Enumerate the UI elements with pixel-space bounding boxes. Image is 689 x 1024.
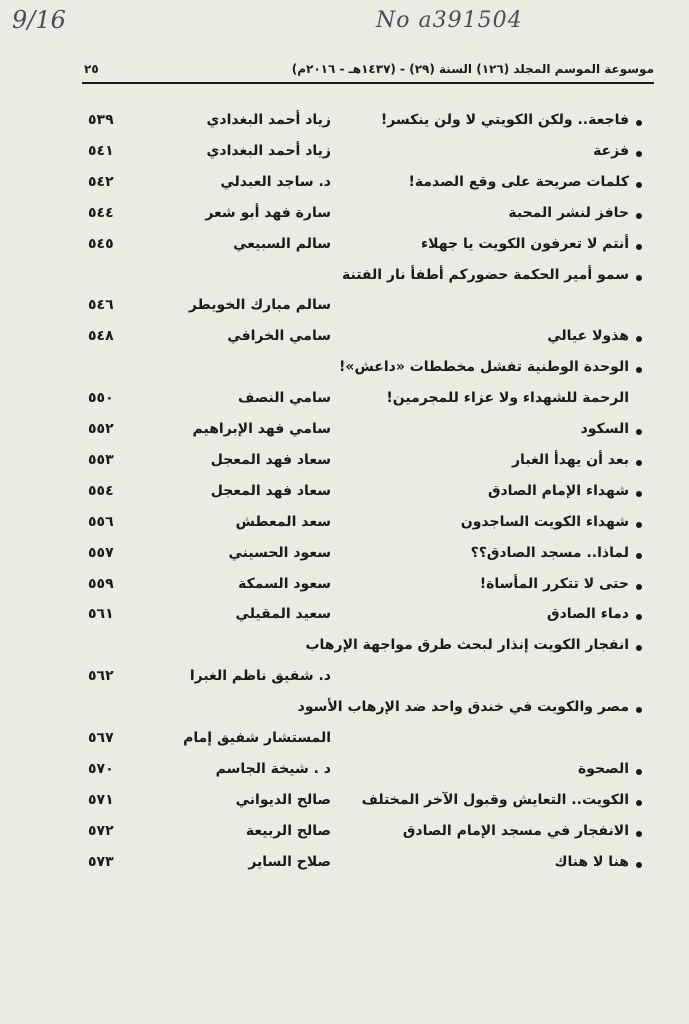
bullet-icon <box>636 645 642 651</box>
entry-author: سعد المعطش <box>232 514 331 530</box>
entry-author: زياد أحمد البغدادي <box>203 143 331 159</box>
toc-entry <box>0 819 689 849</box>
leader-dots <box>118 332 220 344</box>
entry-page-number: ٥٥٩ <box>88 575 114 592</box>
entry-page-number: ٥٥٧ <box>88 544 114 561</box>
bullet-icon <box>636 367 642 373</box>
entry-page-number: ٥٤٨ <box>88 328 114 345</box>
toc-entry <box>0 602 689 632</box>
entry-author: سعاد فهد المعجل <box>207 452 331 468</box>
bullet-icon <box>636 182 642 188</box>
entry-page-number: ٥٥٦ <box>88 513 114 530</box>
entry-title: شهداء الكويت الساجدون <box>460 513 629 530</box>
leader-dots <box>118 487 203 499</box>
bullet-icon <box>636 213 642 219</box>
handwritten-catalog-number: No a391504 <box>376 8 523 33</box>
entry-page-number: ٥٧٠ <box>88 760 114 777</box>
entry-title: بعد أن يهدأ الغبار <box>512 451 629 468</box>
bullet-icon <box>636 336 642 342</box>
leader-dots <box>118 734 175 746</box>
entry-author: سامي النصف <box>234 390 331 406</box>
entry-page-number: ٥٧٣ <box>88 853 114 870</box>
entry-author: سالم السبيعي <box>229 236 331 252</box>
entry-page-number: ٥٦٢ <box>88 668 114 685</box>
toc-entry <box>0 572 689 602</box>
entry-title: مصر والكويت في خندق واحد ضد الإرهاب الأسود <box>297 699 629 716</box>
bullet-icon <box>636 614 642 620</box>
bullet-icon <box>636 862 642 868</box>
leader-dots <box>118 301 181 313</box>
leader-dots <box>118 672 182 684</box>
entry-author: سعود السمكة <box>234 576 331 592</box>
entry-author: سامي فهد الإبراهيم <box>189 421 332 437</box>
entry-title: سمو أمير الحكمة حضوركم أطفأ نار الفتنة <box>341 266 629 283</box>
entry-title: شهداء الإمام الصادق <box>487 482 629 499</box>
toc-entry <box>0 139 689 169</box>
entry-author: سعود الحسيني <box>225 545 332 561</box>
toc-entry <box>0 633 689 663</box>
leader-dots <box>118 549 221 561</box>
entry-author: صالح الربيعة <box>242 823 331 839</box>
leader-dots <box>118 858 241 870</box>
bullet-icon <box>636 800 642 806</box>
entry-author: سعيد المقيلي <box>232 606 331 622</box>
toc-entry <box>0 757 689 787</box>
entry-title: لماذا.. مسجد الصادق؟؟ <box>470 544 629 561</box>
toc-entry <box>0 726 689 756</box>
toc-entry <box>0 108 689 138</box>
bullet-icon <box>636 769 642 775</box>
bullet-icon <box>636 553 642 559</box>
toc-entry <box>0 510 689 540</box>
bullet-icon <box>636 244 642 250</box>
entry-page-number: ٥٤٢ <box>88 173 114 190</box>
toc-entry <box>0 541 689 571</box>
leader-dots <box>118 765 208 777</box>
toc-entry <box>0 201 689 231</box>
bullet-icon <box>636 522 642 528</box>
entry-title: الكويت.. التعايش وقبول الآخر المختلف <box>361 791 629 808</box>
entry-author: سالم مبارك الخويطر <box>185 297 331 313</box>
entry-title: فزعة <box>593 142 629 159</box>
entry-title: هنا لا هناك <box>554 853 629 870</box>
bullet-icon <box>636 491 642 497</box>
toc-entry <box>0 479 689 509</box>
toc-entry <box>0 664 689 694</box>
handwritten-page-mark: 9/16 <box>12 6 66 34</box>
bullet-icon <box>636 429 642 435</box>
page-number: ٢٥ <box>84 62 99 76</box>
bullet-icon <box>636 707 642 713</box>
bullet-icon <box>636 831 642 837</box>
toc-entry <box>0 788 689 818</box>
entry-title: السكود <box>580 421 629 437</box>
entry-page-number: ٥٥٢ <box>88 421 114 437</box>
leader-dots <box>118 147 199 159</box>
entry-page-number: ٥٤٤ <box>88 204 114 221</box>
header-title: موسوعة الموسم المجلد (١٢٦) السنة (٢٩) - (١٤٣٧هـ - ٢٠١٦م) <box>291 62 654 76</box>
leader-dots <box>118 116 199 128</box>
bullet-icon <box>636 120 642 126</box>
leader-dots <box>118 456 203 468</box>
entry-title: فاجعة.. ولكن الكويتي لا ولن ينكسر! <box>380 112 629 128</box>
leader-dots <box>118 394 230 406</box>
entry-page-number: ٥٧١ <box>88 791 114 808</box>
entry-page-number: ٥٦١ <box>88 606 114 623</box>
toc-entry <box>0 232 689 262</box>
entry-title: الانفجار في مسجد الإمام الصادق <box>402 822 629 839</box>
toc-entry <box>0 263 689 293</box>
entry-author: سعاد فهد المعجل <box>207 483 331 499</box>
entry-author: د. شفيق ناظم الغبرا <box>186 668 331 684</box>
toc-entry <box>0 324 689 354</box>
entry-title: الصحوة <box>578 760 629 777</box>
bullet-icon <box>636 275 642 281</box>
bullet-icon <box>636 584 642 590</box>
leader-dots <box>118 827 238 839</box>
entry-title: حافز لنشر المحبة <box>508 204 629 221</box>
entry-title: الرحمة للشهداء ولا عزاء للمجرمين! <box>386 390 629 407</box>
leader-dots <box>118 580 231 592</box>
toc-entry <box>0 417 689 447</box>
entry-author: المستشار شفيق إمام <box>179 730 331 746</box>
entry-page-number: ٥٣٩ <box>88 112 114 128</box>
toc-entry <box>0 386 689 416</box>
toc-entry <box>0 170 689 200</box>
entry-author: د. ساجد العبدلي <box>216 174 331 190</box>
entry-title: انفجار الكويت إنذار لبحث طرق مواجهة الإرهاب <box>305 637 629 654</box>
toc-entry <box>0 695 689 725</box>
entry-author: زياد أحمد البغدادي <box>203 112 331 128</box>
entry-title: دماء الصادق <box>547 606 629 623</box>
entry-title: أنتم لا تعرفون الكويت يا جهلاء <box>421 235 629 252</box>
entry-page-number: ٥٥٤ <box>88 482 114 499</box>
entry-title: حتى لا تتكرر المأساة! <box>479 575 629 592</box>
entry-author: سامي الخرافي <box>223 328 331 344</box>
leader-dots <box>118 796 228 808</box>
bullet-icon <box>636 460 642 466</box>
entry-page-number: ٥٥٠ <box>88 390 114 407</box>
entry-author: سارة فهد أبو شعر <box>201 205 331 221</box>
leader-dots <box>118 610 228 622</box>
leader-dots <box>118 240 225 252</box>
entry-title: الوحدة الوطنية تفشل مخططات «داعش»! <box>339 359 629 376</box>
entry-page-number: ٥٤٦ <box>88 297 114 314</box>
entry-page-number: ٥٤٥ <box>88 235 114 252</box>
leader-dots <box>118 425 185 437</box>
leader-dots <box>118 178 213 190</box>
entry-page-number: ٥٧٢ <box>88 822 114 839</box>
toc-entry <box>0 448 689 478</box>
entry-page-number: ٥٥٣ <box>88 451 114 468</box>
leader-dots <box>118 518 228 530</box>
toc-entry <box>0 355 689 385</box>
entry-author: د . شيخة الجاسم <box>212 761 331 777</box>
entry-title: كلمات صريحة على وقع الصدمة! <box>408 173 629 190</box>
entry-author: صالح الديواني <box>232 792 331 808</box>
entry-author: صلاح الساير <box>244 854 331 870</box>
leader-dots <box>118 209 198 221</box>
toc-entry <box>0 293 689 323</box>
toc-entry <box>0 850 689 880</box>
entry-page-number: ٥٤١ <box>88 142 114 159</box>
entry-title: هذولا عيالي <box>547 328 629 345</box>
bullet-icon <box>636 151 642 157</box>
entry-page-number: ٥٦٧ <box>88 730 114 746</box>
